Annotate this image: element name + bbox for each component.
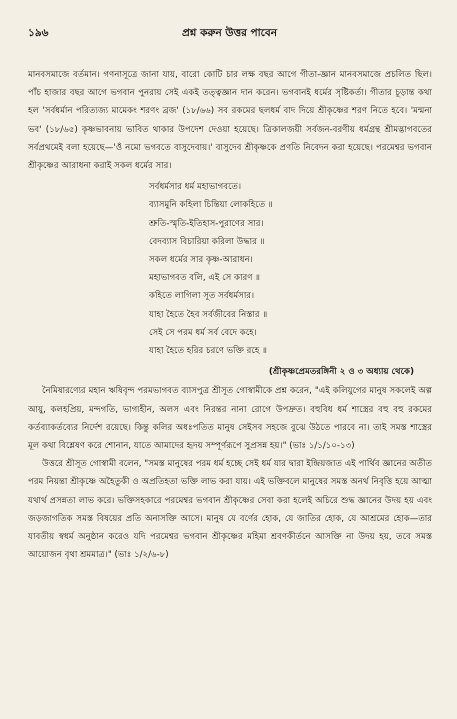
verse-line: কহিতে লাগিলা সূত সর্বধর্মসার।	[149, 291, 255, 302]
verse-lines	[28, 178, 432, 360]
page-body	[28, 66, 432, 564]
verse-source: (শ্রীকৃষ্ণপ্রেমতরঙ্গিনী ২ ও ৩ অধ্যায় থেকে)	[268, 367, 414, 378]
verse-line: সর্বধর্মসার ধর্ম মহাভাগবতে।	[149, 182, 242, 193]
paragraph-2: নৈমিষারণ্যের মহান ঋষিবৃন্দ পরমভাগবত ব্যাসপুত্র শ্রীসূত গোস্বামীকে প্রশ্ন করেন, "এই কলিযুগের মানুষ সকলেই অল্প আয়ু, কলহপ্রিয়, মন্দগতি, ভাগ্যহীন, অলস এবং নিরন্তর নানা রোগে উপদ্রুত। বহুবিধ ধর্ম শাস্ত্রের বহু বহু রকমের কর্তব্যাকর্তব্যের নির্দেশ রয়েছে। কিন্তু কলির অধঃপতিত মানুষ সেইসব সহজে বুঝে উঠতে পারবে না। তাই সমস্ত শাস্ত্রের মূল কথা বিশ্লেষণ করে শোনান, যাতে আমাদের হৃদয় সম্পূর্ণরূপে সুপ্রসন্ন হয়।" (ভাঃ ১/১/১০-১৩)	[28, 386, 432, 452]
verse-block	[28, 178, 432, 381]
paragraph-3: উত্তরে শ্রীসূত গোস্বামী বলেন, "সমস্ত মানুষের পরম ধর্ম হচ্ছে সেই ধর্ম যার দ্বারা ইন্দ্রিয়জাত এই পার্থিব জ্ঞানের অতীত পরম নিয়ন্তা শ্রীকৃষ্ণে অহৈতুকী ও অপ্রতিহতা ভক্তি লাভ করা যায়। এই ভক্তিবলে মানুষের সমস্ত অনর্থ নিবৃত্তি হয়ে আত্মা যথার্থ প্রসন্নতা লাভ করে। ভক্তিসহকারে পরমেশ্বর ভগবান শ্রীকৃষ্ণের সেবা করা হলেই অচিরে শুদ্ধ জ্ঞানের উদয় হয় এবং জড়জাগতিক সমস্ত বিষয়ের প্রতি অনাসক্তি আসে। মানুষ যে বর্ণের হোক, যে জাতির হোক, যে আশ্রমের হোক—তার যাবতীয় স্বধর্ম অনুষ্ঠান করেও যদি পরমেশ্বর ভগবান শ্রীকৃষ্ণের মহিমা শ্রবণকীর্তনে আসক্তি না উদয় হয়, তবে সমস্ত আয়োজন বৃথা শ্রমমাত্র।" (ভাঃ ১/২/৬-৮)	[28, 459, 432, 561]
verse-line: সকল ধর্মের সার কৃষ্ণ-আরাধন।	[149, 255, 253, 266]
paragraph-1: মানবসমাজে বর্তমান। গণনাসূত্রে জানা যায়, বারো কোটি চার লক্ষ বছর আগে গীতা-জ্ঞান মানবসমাজে প্রচলিত ছিল। পাঁচ হাজার বছর আগে ভগবান পুনরায় সেই একই তত্ত্বজ্ঞান দান করেন। ভগবানই ধর্মের সৃষ্টিকর্তা। গীতার চূড়ান্ত কথা হল 'সর্বধর্মান পরিত্যজ্য মামেকং শরণং ব্রজ' (১৮/৬৬) সব রকমের ছলধর্ম বাদ দিয়ে শ্রীকৃষ্ণের শরণ নিতে হবে। 'মন্মনা ভব' (১৮/৬৫) কৃষ্ণভাবনায় ভাবিত থাকার উপদেশ দেওয়া হয়েছে। ত্রিকালজয়ী সর্বজন-বরণীয় ধর্মগ্রন্থ শ্রীমদ্ভাগবতের সর্বপ্রথমেই বলা হয়েছে—'ওঁ নমো ভগবতে বাসুদেবায়।' বাসুদেব শ্রীকৃষ্ণকে প্রণতি নিবেদন করা হয়েছে। পরমেশ্বর ভগবান শ্রীকৃষ্ণের আরাধনা করাই সকল ধর্মের সার।	[28, 70, 432, 172]
verse-line: সেই সে পরম ধর্ম সর্ব বেদে কহে।	[149, 327, 257, 338]
running-title: প্রশ্ন করুন উত্তর পাবেন	[181, 27, 278, 39]
verse-line: শ্রুতি-স্মৃতি-ইতিহাস-পুরাণের সার।	[149, 218, 264, 229]
verse-line: যাহা হৈতে হরির চরণে ভক্তি রহে ॥	[149, 346, 267, 357]
verse-line: ব্যাসমুনি কহিলা চিন্তিয়া লোকহিতে ॥	[149, 200, 273, 211]
page-number: ১৯৬	[28, 27, 49, 39]
page-header	[28, 26, 431, 44]
verse-line: মহাভাগবত বলি, এই সে কারণ ॥	[149, 273, 261, 284]
verse-line: বেদব্যাস বিচারিয়া করিলা উদ্ধার ॥	[149, 236, 265, 247]
verse-line: যাহা হৈতে হৈব সর্বজীবের নিস্তার ॥	[149, 309, 268, 320]
